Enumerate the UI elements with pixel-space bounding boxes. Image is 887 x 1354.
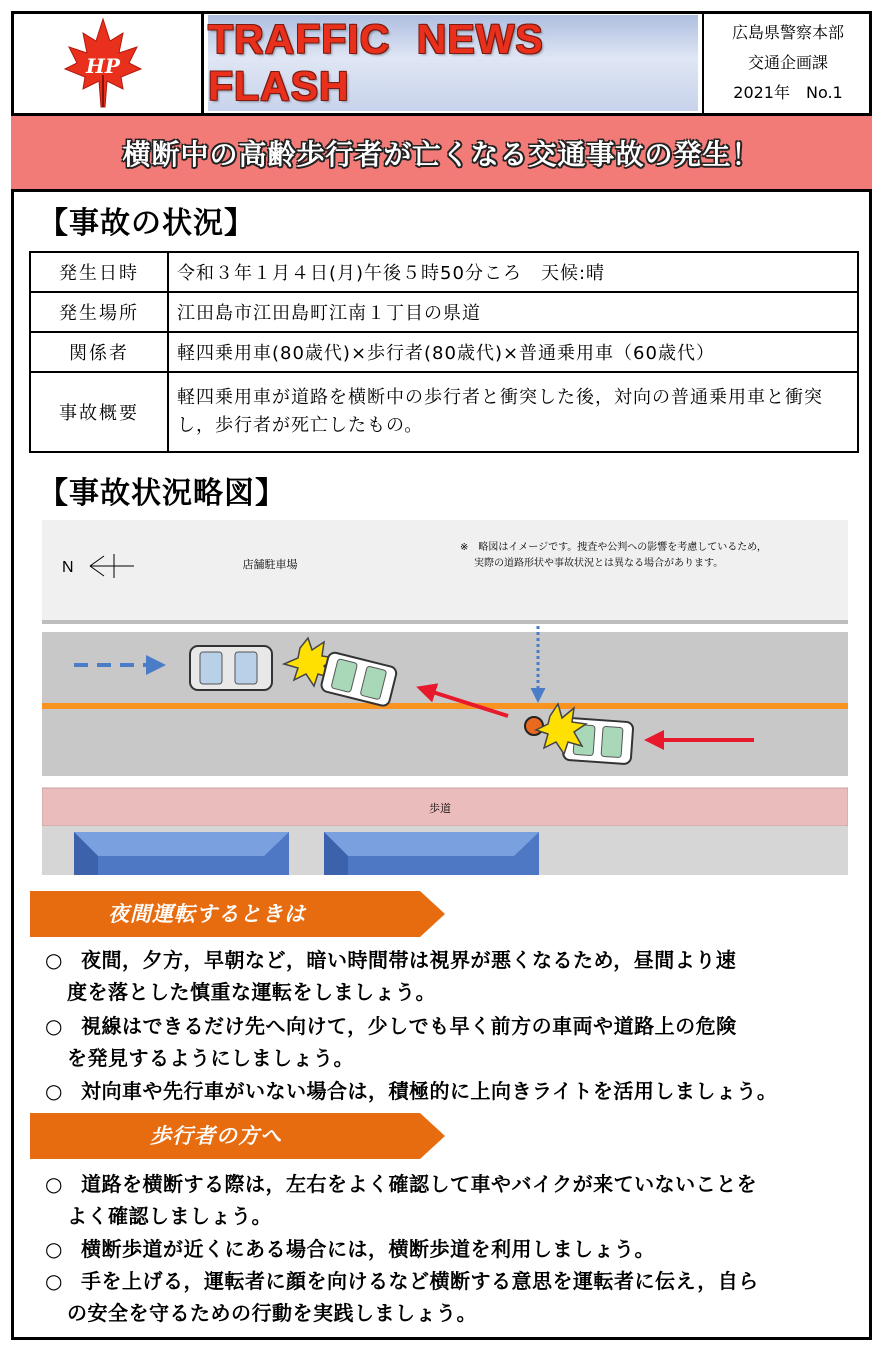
- issue-number: 2021年 No.1: [733, 83, 843, 102]
- row-value: 軽四乗用車(80歳代)×歩行者(80歳代)×普通乗用車（60歳代）: [168, 332, 858, 372]
- bullet-text-cont: 度を落とした慎重な運転をしましょう。: [67, 980, 436, 1004]
- bullet-text: 対向車や先行車がいない場合は，積極的に上向きライトを活用しましょう。: [81, 1079, 778, 1103]
- pedestrian-heading: 歩行者の方へ: [150, 1124, 282, 1148]
- title-box: [204, 11, 704, 115]
- building-right: [324, 832, 539, 875]
- logo-text: HP: [86, 54, 120, 78]
- bullet-text-cont: よく確認しましょう。: [67, 1204, 272, 1228]
- list-item: [45, 1168, 757, 1232]
- bullet-text: 道路を横断する際は，左右をよく確認して車やバイクが来ていないことを: [81, 1172, 758, 1196]
- night-driving-heading: 夜間運転するときは: [108, 902, 306, 926]
- org-section: 交通企画課: [747, 53, 828, 72]
- row-label: 発生場所: [30, 292, 168, 332]
- sidewalk-label: 歩道: [429, 802, 451, 815]
- night-driving-banner: [30, 891, 445, 937]
- diagram-note-2: 実際の道路形状や事故状況とは異なる場合があります。: [474, 558, 724, 569]
- diagram-svg: [42, 520, 848, 875]
- pedestrian-icon: [525, 717, 543, 735]
- bullet-mark: ○: [45, 1269, 63, 1293]
- headline-banner: [11, 113, 872, 192]
- bullet-text: 手を上げる，運転者に顔を向けるなど横断する意思を運転者に伝え，自ら: [81, 1269, 759, 1293]
- list-item: [45, 1010, 737, 1074]
- row-label: 発生日時: [30, 252, 168, 292]
- bullet-mark: ○: [45, 948, 63, 972]
- list-item: [45, 1233, 655, 1265]
- center-line: [42, 703, 848, 709]
- bullet-mark: ○: [45, 1172, 63, 1196]
- road-edge: [42, 776, 848, 788]
- parking-area: [42, 520, 848, 620]
- bullet-text-cont: を発見するようにしましょう。: [67, 1046, 354, 1070]
- title-banner: [208, 15, 698, 111]
- bullet-mark: ○: [45, 1237, 63, 1261]
- table-row: [30, 332, 858, 372]
- bullet-mark: ○: [45, 1079, 63, 1103]
- row-value: 令和３年１月４日(月)午後５時50分ころ 天候:晴: [168, 252, 858, 292]
- parking-label: 店舗駐車場: [242, 558, 298, 571]
- list-item: [45, 1075, 777, 1107]
- bullet-text: 横断歩道が近くにある場合には，横断歩道を利用しましょう。: [81, 1237, 655, 1261]
- diagram-note-1: ※ 略図はイメージです。捜査や公判への影響を考慮しているため，: [460, 542, 767, 553]
- table-row: [30, 372, 858, 452]
- situation-heading: 【事故の状況】: [38, 206, 255, 241]
- pedestrian-banner: [30, 1113, 445, 1159]
- north-label: N: [62, 559, 74, 576]
- accident-diagram: [42, 520, 848, 875]
- row-label: 関係者: [30, 332, 168, 372]
- header: [11, 11, 872, 115]
- bullet-text-cont: の安全を守るための行動を実践しましょう。: [67, 1301, 477, 1325]
- row-value: 江田島市江田島町江南１丁目の県道: [168, 292, 858, 332]
- opposing-car-icon: [190, 646, 272, 690]
- row-value: 軽四乗用車が道路を横断中の歩行者と衝突した後，対向の普通乗用車と衝突し，歩行者が死亡したもの。: [168, 372, 858, 452]
- situation-table: [29, 251, 859, 453]
- curb-top: [42, 620, 848, 624]
- headline-text: 横断中の高齢歩行者が亡くなる交通事故の発生！: [122, 137, 761, 171]
- org-dept: 広島県警察本部: [731, 23, 844, 42]
- page-title: TRAFFIC NEWS FLASH: [208, 16, 544, 109]
- table-row: [30, 252, 858, 292]
- diagram-heading: 【事故状況略図】: [38, 476, 286, 511]
- building-left: [74, 832, 289, 875]
- table-row: [30, 292, 858, 332]
- maple-leaf-logo: [11, 11, 201, 115]
- row-label: 事故概要: [30, 372, 168, 452]
- bullet-text: 視線はできるだけ先へ向けて，少しでも早く前方の車両や道路上の危険: [81, 1014, 737, 1038]
- list-item: [45, 944, 736, 1008]
- bullet-mark: ○: [45, 1014, 63, 1038]
- bullet-text: 夜間，夕方，早朝など，暗い時間帯は視界が悪くなるため，昼間より速: [81, 948, 737, 972]
- logo-box: [11, 11, 204, 115]
- list-item: [45, 1265, 759, 1329]
- org-box: [704, 11, 872, 115]
